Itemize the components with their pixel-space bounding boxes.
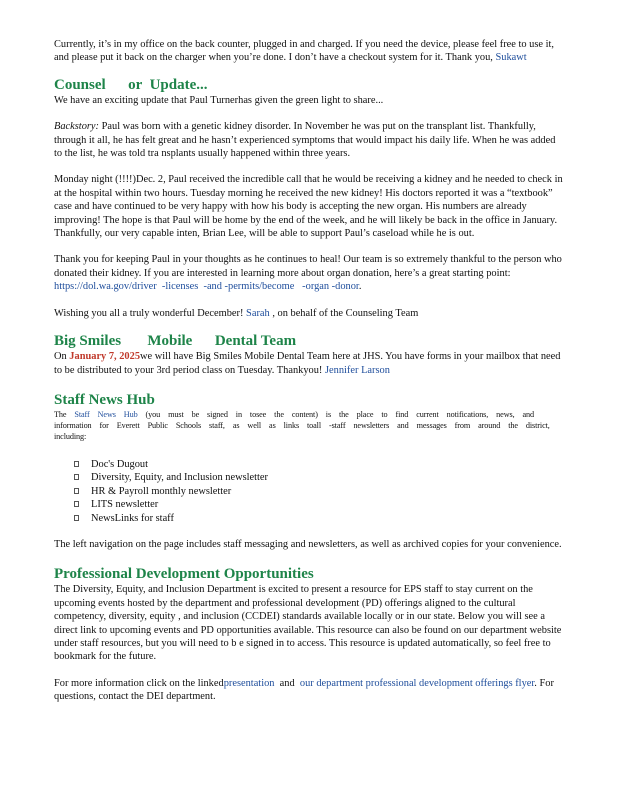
- newsletter-list: [54, 458, 566, 525]
- bullet-icon: [74, 515, 79, 521]
- list-item: [74, 485, 566, 498]
- list-item-label: LITS newsletter: [91, 499, 159, 511]
- bullet-icon: [74, 488, 79, 494]
- thanks-text: Thank you for keeping Paul in your thoughts as he continues to heal! Our team is so extremely thankful to the person who donated their kidney. If you are interested in learning more about organ donation, here’s a great starting point:: [54, 254, 562, 279]
- smiles-signer-link[interactable]: Jennifer Larson: [325, 364, 390, 376]
- staff-news-hub-link[interactable]: Staff News Hub: [74, 409, 138, 419]
- intro-paragraph: [54, 38, 566, 65]
- list-item: [74, 512, 566, 525]
- more-info-after: . For questions, contact the DEI department.: [54, 677, 554, 703]
- list-item-label: Doc's Dugout: [91, 458, 148, 470]
- smiles-on: On: [54, 351, 70, 363]
- list-item-label: NewsLinks for staff: [91, 512, 174, 524]
- intro-signer-link[interactable]: Sukawt: [495, 52, 527, 64]
- counsel-heading: Counsel or Update...: [54, 76, 208, 93]
- hub-heading: Staff News Hub: [54, 391, 155, 408]
- more-info-paragraph: [54, 677, 566, 704]
- list-item: [74, 458, 566, 471]
- more-and: and: [274, 677, 300, 689]
- wish-after: , on behalf of the Counseling Team: [269, 307, 419, 319]
- wish-paragraph: [54, 307, 566, 320]
- list-item-label: HR & Payroll monthly newsletter: [91, 485, 232, 497]
- smiles-heading: Big Smiles Mobile Dental Team: [54, 333, 297, 350]
- more-info-text: For more information click on the linked: [54, 677, 224, 689]
- thanks-paragraph: [54, 253, 566, 293]
- pd-paragraph: The Diversity, Equity, and Inclusion Department is excited to present a resource for EPS staff to stay current on the upcoming events hosted by the department and professional development (PD) offerings aligned to the cultural competency, diversity, equity , and inclusion (CCDEI) standards available locally or in our state. Below you will see a direct link to upcoming events and PD opportunities available. This resource can also be found on our department website under staff resources, but you will need to b e signed in to access. This resource is updated automatically, so feel free to bookmark for the future.: [54, 584, 562, 663]
- intro-text: Currently, it’s in my office on the back counter, plugged in and charged. If you need the device, please feel free to use it, and please put it back on the charger when you’re done. I don’t have a checkout system for it. Thank you,: [54, 39, 554, 64]
- bullet-icon: [74, 501, 79, 507]
- backstory-paragraph: [54, 120, 566, 160]
- wish-text: Wishing you all a truly wonderful December!: [54, 307, 247, 319]
- bullet-icon: [74, 461, 79, 467]
- hub-the: The: [54, 409, 75, 419]
- smiles-paragraph: [54, 350, 566, 377]
- monday-paragraph: Monday night (!!!!)Dec. 2, Paul received the incredible call that he would be receiving a kidney and he needed to check in at the hospital within two hours. Tuesday morning he received the new kidney! His doctors reported it was a “textbook” case and have continued to be very happy with how his body is accepting the new organ. His numbers are already improving! The hope is that Paul will be home by the end of the week, and he will likely be back in the office in January. Thankfully, our very capable inten, Brian Lee, will be able to support Paul’s caseload while he is out.: [54, 174, 563, 240]
- smiles-date: January 7, 2025: [69, 351, 141, 363]
- bullet-icon: [74, 474, 79, 480]
- backstory-label: Backstory:: [54, 121, 100, 133]
- hub-desc: (you must be signed in tosee the content) is the place to find current notifications, news, and information for Everett Public Schools staff, as well as links toall -staff newsletters and messages from around the district, including:: [54, 409, 550, 441]
- counsel-lead: We have an exciting update that Paul Turnerhas given the green light to share...: [54, 94, 384, 106]
- backstory-text: Paul was born with a genetic kidney disorder. In November he was put on the transplant list. Thankfully, through it all, he has felt great and he hasn’t experienced symptoms that would impact his daily life. When he was added to the list, he was told tra nsplants usually happened within three years.: [54, 121, 556, 160]
- organ-link-period: .: [358, 281, 362, 293]
- presentation-link[interactable]: presentation: [223, 677, 275, 689]
- pd-flyer-link[interactable]: our department professional development offerings flyer: [299, 677, 535, 689]
- pd-heading: Professional Development Opportunities: [54, 566, 314, 583]
- wish-signer-link[interactable]: Sarah: [246, 307, 270, 319]
- smiles-text: we will have Big Smiles Mobile Dental Team here at JHS. You have forms in your mailbox that need to be distributed to your 3rd period class on Tuesday. Thankyou!: [54, 351, 561, 376]
- newsletter-page: [54, 38, 566, 704]
- left-nav-paragraph: The left navigation on the page includes staff messaging and newsletters, as well as archived copies for your convenience.: [54, 538, 562, 550]
- organ-donor-link[interactable]: https://dol.wa.gov/driver -licenses -and -permits/become -organ -donor: [54, 281, 359, 293]
- list-item: [74, 471, 566, 484]
- hub-paragraph: [54, 409, 566, 442]
- list-item-label: Diversity, Equity, and Inclusion newsletter: [91, 472, 268, 484]
- list-item: [74, 498, 566, 511]
